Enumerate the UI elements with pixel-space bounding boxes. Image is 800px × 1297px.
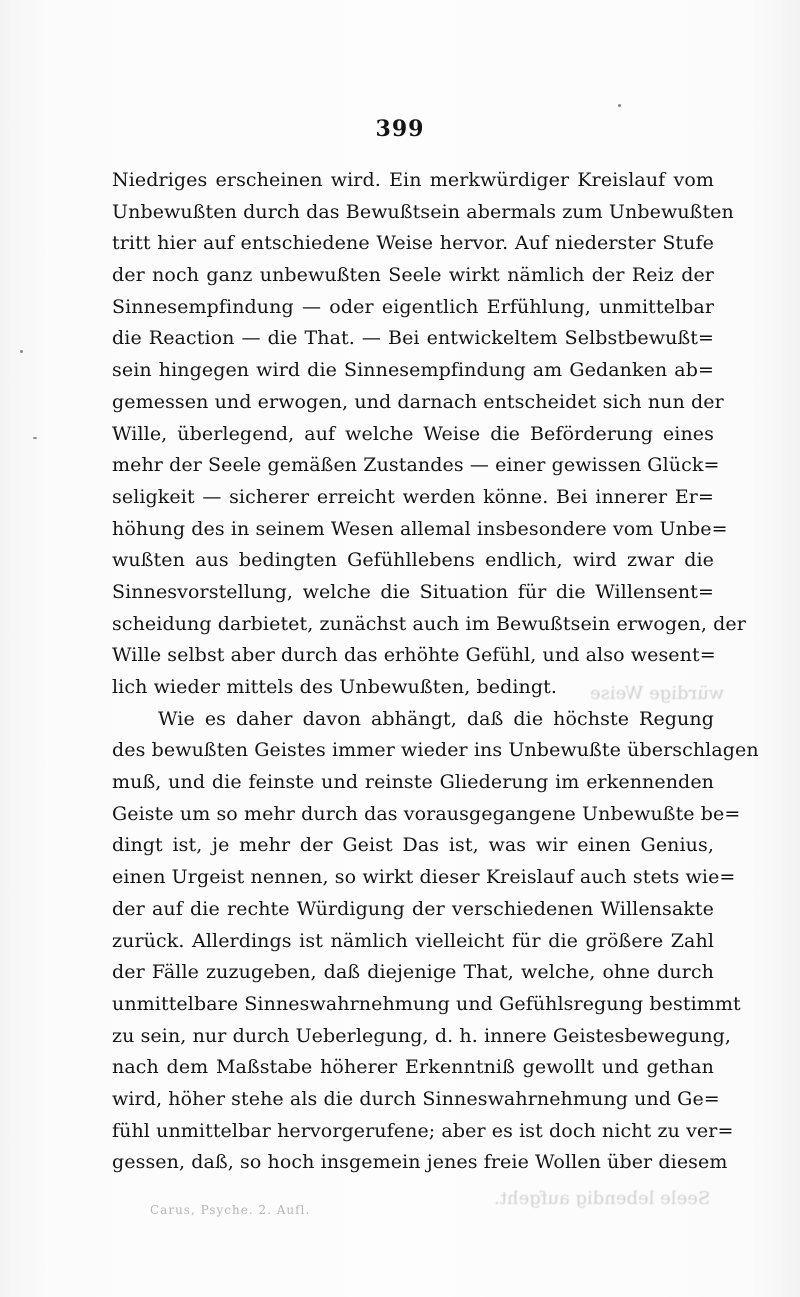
text-line: fühl unmittelbar hervorgerufene; aber es ist doch nicht zu ver= (112, 1119, 734, 1142)
text-line: einen Urgeist nennen, so wirkt dieser Kreislauf auch stets wie= (112, 866, 736, 889)
text-line: dingt ist, je mehr der Geist Das ist, was wir einen Genius, (112, 834, 714, 857)
paragraph-start-line: Wie es daher davon abhängt, daß die höchste Regung (158, 707, 714, 730)
paragraph-end-line: lich wieder mittels des Unbewußten, bedingt. (112, 676, 558, 698)
bleed-through-text: Seele lebendig aufgeht. (494, 1188, 711, 1209)
text-line: gessen, daß, so hoch insgemein jenes freie Wollen über diesem (112, 1151, 728, 1174)
text-line: Geiste um so mehr durch das vorausgegangene Unbewußte be= (112, 802, 741, 825)
text-line: des bewußten Geistes immer wieder ins Unbewußte überschlagen (112, 739, 759, 762)
text-line: der noch ganz unbewußten Seele wirkt nämlich der Reiz der (112, 264, 714, 287)
text-line: wußten aus bedingten Gefühllebens endlich, wird zwar die (112, 549, 714, 572)
text-line: Niedriges erscheinen wird. Ein merkwürdiger Kreislauf vom (112, 169, 714, 191)
text-line: mehr der Seele gemäßen Zustandes — einer gewissen Glück= (112, 454, 720, 477)
text-line: zu sein, nur durch Ueberlegung, d. h. innere Geistesbewegung, (112, 1024, 732, 1047)
text-line: tritt hier auf entschiedene Weise hervor. Auf niederster Stufe (112, 232, 714, 255)
text-line: gemessen und erwogen, und darnach entscheidet sich nun der (112, 390, 724, 413)
text-line: muß, und die feinste und reinste Gliederung im erkennenden (112, 771, 714, 794)
text-line: Unbewußten durch das Bewußtsein abermals zum Unbewußten (112, 200, 734, 223)
text-line: Sinnesvorstellung, welche die Situation für die Willensent= (112, 580, 714, 603)
text-line: nach dem Maßstabe höherer Erkenntniß gewollt und gethan (112, 1056, 714, 1079)
text-line: zurück. Allerdings ist nämlich vielleicht für die größere Zahl (112, 929, 714, 952)
text-line: scheidung darbietet, zunächst auch im Bewußtsein erwogen, der (112, 612, 746, 635)
text-line: der Fälle zuzugeben, daß diejenige That, welche, ohne durch (112, 961, 714, 984)
text-line: der auf die rechte Würdigung der verschiedenen Willensakte (112, 897, 714, 920)
bleed-through-text: würdige Weise (590, 683, 725, 704)
paper-speck (20, 350, 23, 353)
text-line: sein hingegen wird die Sinnesempfindung am Gedanken ab= (112, 359, 714, 382)
text-line: unmittelbare Sinneswahrnehmung und Gefühlsregung bestimmt (112, 992, 741, 1015)
body-text (112, 165, 759, 1179)
text-line: Wille selbst aber durch das erhöhte Gefühl, und also wesent= (112, 644, 716, 667)
text-line: die Reaction — die That. — Bei entwickeltem Selbstbewußt= (112, 327, 714, 350)
paper-speck (33, 437, 37, 439)
printer-signature: Carus, Psyche. 2. Aufl. (150, 1203, 311, 1217)
text-line: höhung des in seinem Wesen allemal insbesondere vom Unbe= (112, 517, 728, 540)
text-line: seligkeit — sicherer erreicht werden könne. Bei innerer Er= (112, 485, 714, 508)
page-number: 399 (375, 116, 425, 142)
paper-speck (618, 104, 621, 107)
text-line: Sinnesempfindung — oder eigentlich Erfühlung, unmittelbar (112, 295, 714, 318)
text-line: wird, höher stehe als die durch Sinneswahrnehmung und Ge= (112, 1087, 720, 1110)
text-line: Wille, überlegend, auf welche Weise die Beförderung eines (112, 422, 714, 445)
